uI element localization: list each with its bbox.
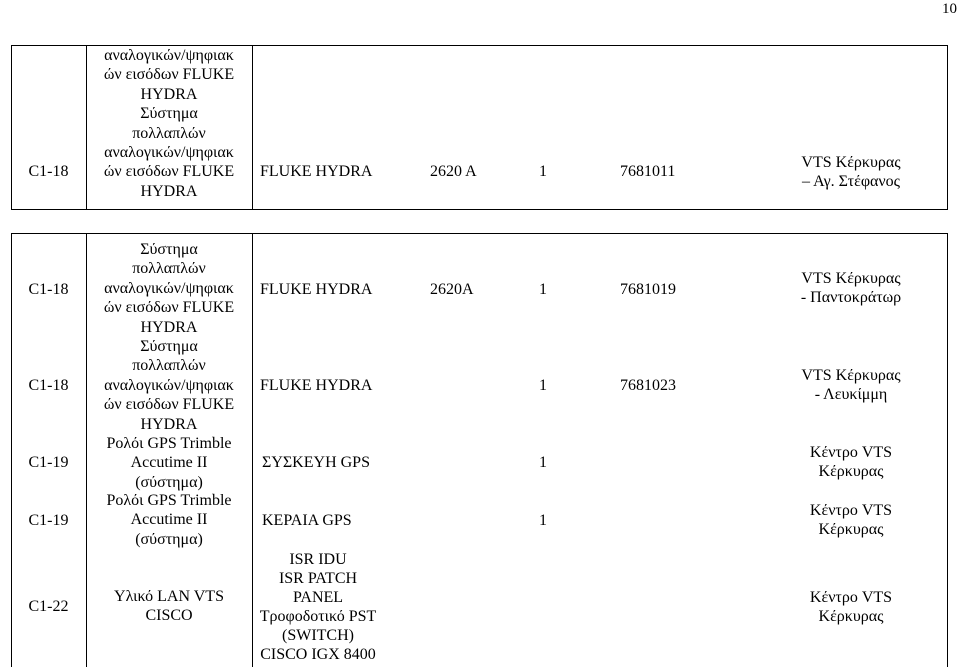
description-line: HYDRA: [140, 318, 198, 336]
location-line: - Λευκίμμη: [814, 386, 888, 404]
description-line: αναλογικών/ψηφιακ: [104, 144, 234, 162]
description-line: Σύστημα: [140, 105, 198, 123]
description-line: αναλογικών/ψηφιακ: [104, 376, 234, 394]
item-code: C1-18: [28, 377, 69, 394]
description-line: ών εισόδων FLUKE: [103, 66, 235, 84]
location-line: Κέρκυρας: [818, 463, 884, 481]
item-model: FLUKE HYDRA: [260, 163, 373, 180]
item-quantity: 1: [539, 454, 547, 471]
item-model: [252, 550, 384, 664]
item-code: C1-19: [28, 512, 69, 529]
description-line: πολλαπλών: [132, 357, 206, 375]
description-line: (σύστημα): [135, 530, 203, 548]
page-number: 10: [942, 1, 957, 17]
item-code: C1-18: [28, 281, 69, 298]
model-line: CISCO IGX 8400: [260, 646, 376, 663]
location-line: Κέρκυρας: [818, 608, 884, 626]
description-line: CISCO: [145, 607, 193, 625]
description-line: ών εισόδων FLUKE: [103, 396, 235, 414]
description-line: HYDRA: [140, 415, 198, 433]
item-description: [86, 434, 252, 492]
model-line: ISR PATCH: [278, 570, 358, 587]
model-line: PANEL: [292, 589, 344, 606]
item-description: [86, 46, 252, 201]
description-line: Ρολόι GPS Trimble: [106, 492, 232, 509]
column-divider: [947, 233, 948, 667]
item-serial: 7681023: [620, 377, 676, 394]
item-location: [760, 501, 942, 540]
item-quantity: 1: [539, 377, 547, 394]
location-line: VTS Κέρκυρας: [801, 154, 901, 171]
item-description: [86, 337, 252, 434]
location-line: – Αγ. Στέφανος: [802, 173, 900, 191]
location-line: VTS Κέρκυρας: [801, 367, 901, 384]
location-line: Κέντρο VTS: [809, 502, 893, 519]
column-divider: [947, 45, 948, 210]
item-quantity: 1: [539, 281, 547, 298]
item-location: [760, 588, 942, 627]
item-code: C1-22: [28, 598, 69, 615]
item-model: FLUKE HYDRA: [260, 377, 373, 394]
item-model: ΣΥΣΚΕΥΗ GPS: [262, 454, 370, 471]
description-line: πολλαπλών: [132, 260, 206, 278]
item-quantity: 1: [539, 163, 547, 180]
item-location: [760, 269, 942, 308]
description-line: HYDRA: [140, 182, 198, 200]
description-line: Accutime II: [130, 454, 208, 472]
column-divider: [252, 45, 253, 210]
description-line: πολλαπλών: [132, 124, 206, 142]
location-line: Κέρκυρας: [818, 521, 884, 539]
description-line: ών εισόδων FLUKE: [103, 299, 235, 317]
description-line: (σύστημα): [135, 473, 203, 491]
description-line: Accutime II: [130, 511, 208, 529]
description-line: Σύστημα: [140, 338, 198, 355]
item-description: [86, 240, 252, 337]
item-description: [86, 587, 252, 626]
description-line: αναλογικών/ψηφιακ: [104, 279, 234, 297]
table-border-bottom: [11, 209, 948, 210]
item-serial: 7681019: [620, 281, 676, 298]
column-divider: [11, 45, 12, 210]
item-model: FLUKE HYDRA: [260, 281, 373, 298]
item-description: [86, 491, 252, 549]
model-line: Τροφοδοτικό PST: [259, 608, 377, 625]
location-line: Κέντρο VTS: [809, 444, 893, 461]
description-line: Ρολόι GPS Trimble: [106, 435, 232, 452]
item-location: [760, 153, 942, 192]
table-border-top: [11, 233, 948, 234]
model-line: (SWITCH): [282, 627, 354, 644]
description-line: HYDRA: [140, 85, 198, 103]
location-line: - Παντοκράτωρ: [800, 289, 902, 307]
description-line: αναλογικών/ψηφιακ: [104, 47, 234, 64]
item-type: 2620A: [430, 281, 474, 298]
item-location: [760, 366, 942, 405]
model-line: ISR IDU: [289, 551, 347, 568]
description-line: ών εισόδων FLUKE: [103, 163, 235, 181]
item-quantity: 1: [539, 512, 547, 529]
item-type: 2620 A: [430, 163, 477, 180]
item-serial: 7681011: [620, 163, 676, 180]
location-line: VTS Κέρκυρας: [801, 270, 901, 287]
description-line: Σύστημα: [140, 241, 198, 258]
description-line: Υλικό LAN VTS: [114, 588, 224, 605]
item-code: C1-18: [28, 163, 69, 180]
item-location: [760, 443, 942, 482]
item-code: C1-19: [28, 454, 69, 471]
item-model: ΚΕΡΑΙΑ GPS: [262, 512, 352, 529]
location-line: Κέντρο VTS: [809, 589, 893, 606]
